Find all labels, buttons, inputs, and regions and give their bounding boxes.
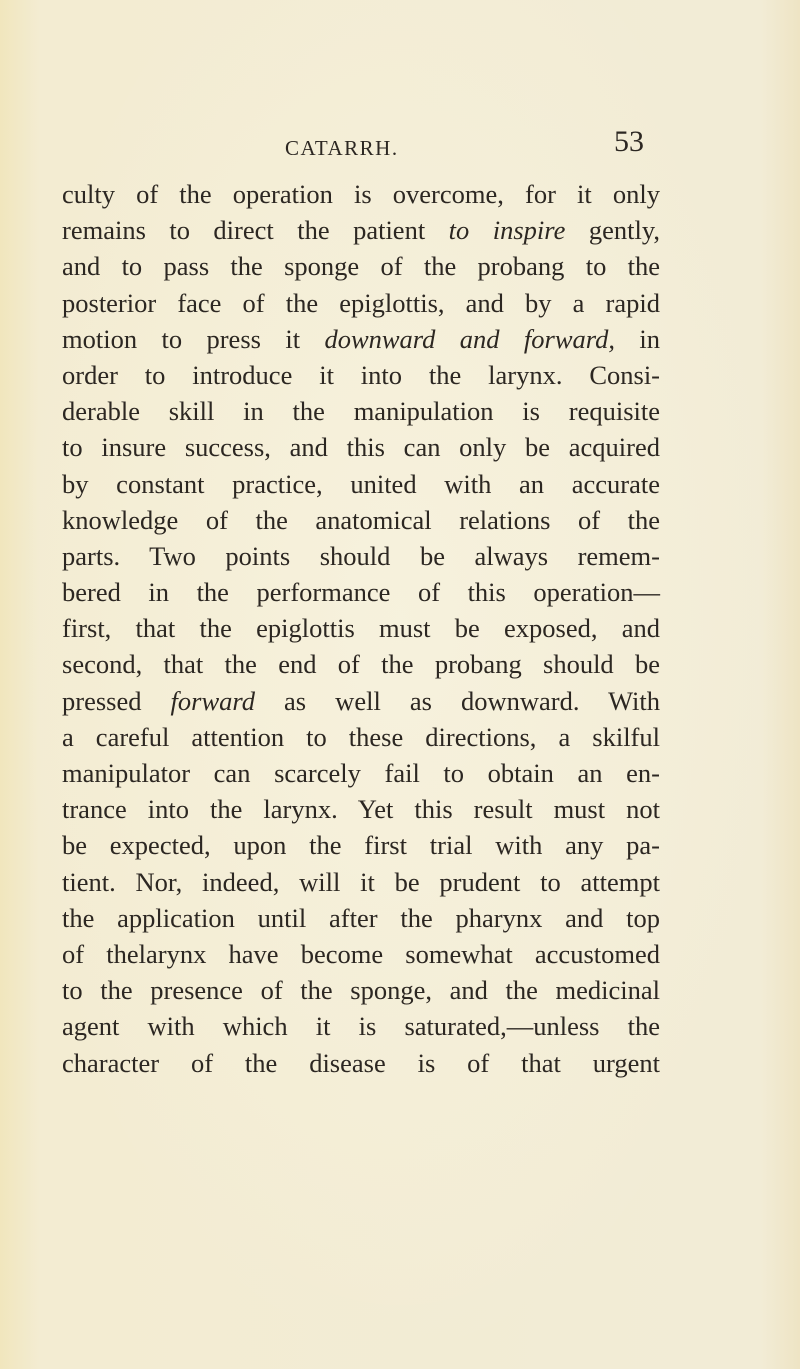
text-line: tient. Nor, indeed, will it be prudent to attempt [62,866,660,897]
text-line: second, that the end of the probang should be [62,649,660,680]
text-line: be expected, upon the first trial with any pa- [62,830,660,861]
text-line: a careful attention to these directions, a skilful [62,721,660,752]
text-run: in [614,323,660,354]
text-line: order to introduce it into the larynx. Consi- [62,359,660,390]
body-paragraph [62,176,660,1081]
text-line: trance into the larynx. Yet this result must not [62,794,660,825]
text-line [62,212,660,248]
text-line: posterior face of the epiglottis, and by a rapid [62,287,660,318]
text-line: of thelarynx have become somewhat accustomed [62,938,660,969]
text-run: as well as downward. With [254,685,660,716]
text-line: manipulator can scarcely fail to obtain an en- [62,758,660,788]
text-line [62,321,660,357]
page-number: 53 [614,125,644,158]
text-line: first, that the epiglottis must be exposed, and [62,613,660,644]
text-line: by constant practice, united with an accurate [62,468,660,499]
text-line: parts. Two points should be always remem- [62,540,660,571]
text-line: bered in the performance of this operation— [62,577,660,608]
text-run: motion to press it [62,323,325,354]
text-line: to the presence of the sponge, and the medicinal [62,975,660,1006]
text-run: remains to direct the patient [62,215,449,246]
emphasis-text: to inspire [448,215,566,246]
text-line: the application until after the pharynx and top [62,902,660,933]
text-line: culty of the operation is overcome, for it only [62,179,660,209]
text-line [62,683,660,719]
text-line: to insure success, and this can only be acquired [62,432,660,463]
emphasis-text: downward and forward, [324,323,615,354]
running-head: CATARRH. [285,136,399,160]
text-run: pressed [62,685,171,716]
text-run: gently, [565,215,660,246]
text-line: agent with which it is saturated,—unless the [62,1011,660,1042]
text-line: and to pass the sponge of the probang to the [62,251,660,282]
text-line: knowledge of the anatomical relations of the [62,504,660,535]
emphasis-text: forward [170,685,255,716]
page-header [0,120,800,160]
text-line: derable skill in the manipulation is requisite [62,396,660,427]
text-line: character of the disease is of that urgent [62,1047,660,1078]
